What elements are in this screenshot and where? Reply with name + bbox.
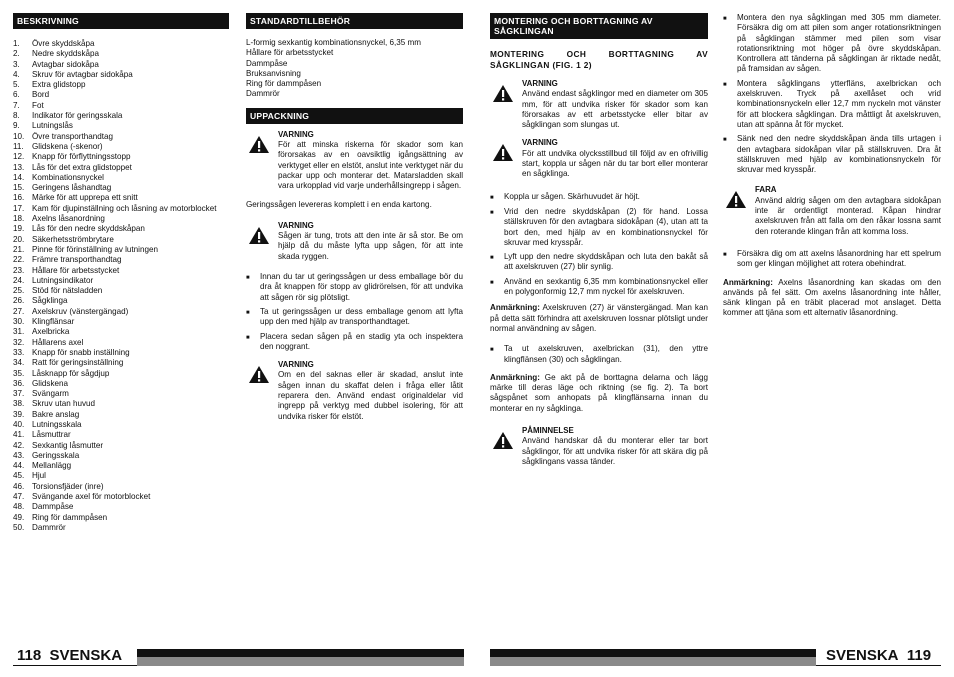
list-item [13, 451, 229, 461]
list-item [13, 60, 229, 70]
list-item [13, 502, 229, 512]
bullet-square-icon: ■ [723, 251, 727, 258]
part-number: 35. [13, 368, 25, 378]
part-number: 24. [13, 275, 25, 285]
list-item [13, 101, 229, 111]
part-name: Låsknapp för sågdjup [32, 368, 110, 378]
list-item [13, 214, 229, 224]
list-item [13, 410, 229, 420]
part-name: Pinne för förinställning av lutningen [32, 244, 158, 254]
part-number: 38. [13, 399, 25, 409]
part-name: Lås för det extra glidstoppet [32, 162, 132, 172]
bullet-square-icon: ■ [723, 16, 727, 22]
section-header-accessories: STANDARDTILLBEHÖR [246, 13, 463, 29]
part-number: 30. [13, 317, 25, 327]
part-number: 44. [13, 461, 25, 471]
part-number: 33. [13, 347, 25, 357]
list-item [13, 441, 229, 451]
part-name: Torsionsfjäder (inre) [32, 481, 104, 491]
part-name: Fot [32, 100, 44, 110]
list-item-text: Innan du tar ut geringssågen ur dess emballage bör du dra åt knappen för stopp av glidrörelsen, för att undvika att sågen rör sig plötsligt. [260, 272, 463, 302]
part-name: Hållarens axel [32, 337, 84, 347]
part-name: Glidskena (-skenor) [32, 141, 103, 151]
part-name: Extra glidstopp [32, 80, 86, 90]
part-number: 34. [13, 358, 25, 368]
part-name: Indikator för geringsskala [32, 111, 123, 121]
part-number: 13. [13, 162, 25, 172]
list-item [13, 235, 229, 245]
part-number: 18. [13, 214, 25, 224]
bullet-square-icon: ■ [246, 275, 250, 282]
part-name: Kam för djupinställning och låsning av motorblocket [32, 203, 217, 213]
part-number: 3. [13, 59, 20, 69]
accessory-item: Bruksanvisning [246, 68, 301, 78]
list-item-text: Sänk ned den nedre skyddskåpan ända tills urtagen i den avtagbara sidokåpan vilar på ställskruven. Dra åt ställskruven med hjälp av kombinationsnyckeln för skruvar med krysspår. [737, 134, 941, 175]
mounting-bullets [723, 13, 941, 175]
part-name: Avtagbar sidokåpa [32, 59, 99, 69]
list-item-text: Ta ut axelskruven, axelbrickan (31), den yttre klingflänsen (30) och sågklingan. [504, 344, 708, 364]
note [490, 303, 708, 334]
list-item [246, 332, 463, 353]
part-number: 41. [13, 430, 25, 440]
part-number: 25. [13, 286, 25, 296]
list-item [13, 358, 229, 368]
list-item-text: Använd en sexkantig 6,35 mm kombinationsnyckel eller en polygonformig 12,7 mm nyckel för axelskruven. [504, 276, 708, 297]
list-item [723, 79, 941, 130]
warning-triangle-icon [492, 84, 514, 103]
list-item [13, 132, 229, 142]
footer-rule [816, 665, 941, 666]
warning-text: Sågen är tung, trots att den inte är så stor. Be om hjälp då du måste lyfta upp sågen, för att inte skada ryggen. [278, 231, 463, 261]
part-number: 42. [13, 440, 25, 450]
part-number: 27. [13, 306, 25, 316]
part-name: Stöd för nätsladden [32, 286, 103, 296]
list-item [13, 523, 229, 533]
list-item [246, 272, 463, 303]
list-item [723, 249, 941, 270]
warning-title: VARNING [278, 360, 314, 370]
accessory-item: Dammrör [246, 89, 280, 99]
list-item [13, 193, 229, 203]
part-number: 20. [13, 234, 25, 244]
part-number: 48. [13, 502, 25, 512]
part-number: 21. [13, 244, 25, 254]
page-number: 118 [17, 647, 42, 664]
warning-triangle-icon [248, 226, 270, 245]
part-number: 19. [13, 224, 25, 234]
list-item [13, 482, 229, 492]
column-accessories [246, 13, 463, 430]
part-name: Knapp för snabb inställning [32, 347, 130, 357]
accessory-item: Ring för dammpåsen [246, 79, 322, 89]
note [490, 373, 708, 414]
warning-block [246, 130, 463, 192]
list-item-text: Försäkra dig om att axelns låsanordning har ett spelrum som ger klingan möjlighet att rotera obehindrat. [737, 248, 941, 269]
part-number: 12. [13, 152, 25, 162]
part-number: 36. [13, 378, 25, 388]
list-item-text: Koppla ur sågen. Skärhuvudet är höjt. [504, 191, 640, 201]
bullet-square-icon: ■ [246, 309, 250, 316]
list-item [490, 277, 708, 298]
warning-title: VARNING [278, 220, 314, 230]
note-text: Axelns låsanordning kan skadas om den används på fel sätt. Om axelns låsanordning inte håller, sänk klingan på en träbit placerad mot anslaget. Detta kommer att tjäna som ett alternativ låsanordning. [723, 277, 941, 318]
part-number: 6. [13, 90, 20, 100]
reminder-title: PÅMINNELSE [522, 426, 574, 436]
column-blade-mounting [490, 13, 708, 475]
warning-block [490, 79, 708, 130]
part-name: Lås för den nedre skyddskåpan [32, 224, 145, 234]
part-number: 49. [13, 512, 25, 522]
bullet-square-icon: ■ [723, 137, 727, 144]
list-item [13, 224, 229, 234]
note-label: Anmärkning: [490, 303, 540, 313]
list-item-text: Lyft upp den nedre skyddskåpan och luta den bakåt så att axelskruven (27) blir synlig. [504, 252, 708, 272]
warning-text: För att undvika olycksstillbud till följd av en ofrivillig start, koppla ur sågen när du tar bort eller monterar en sågklinga. [522, 148, 708, 179]
part-name: Lutningsskala [32, 419, 82, 429]
warning-triangle-icon [492, 143, 514, 162]
part-number: 9. [13, 121, 20, 131]
part-name: Bord [32, 90, 50, 100]
list-item [13, 111, 229, 121]
part-name: Låsmuttrar [32, 430, 71, 440]
note-text: Axelskruven (27) är vänstergängad. Man kan på detta sätt förhindra att axelskruven lossnar plötsligt under normal användning av sågen. [490, 303, 708, 333]
part-number: 46. [13, 481, 25, 491]
part-number: 16. [13, 193, 25, 203]
bullet-square-icon: ■ [490, 347, 494, 354]
list-item [13, 379, 229, 389]
list-item [490, 192, 708, 203]
unpacking-bullets [246, 272, 463, 352]
footer-bar-gray [490, 657, 816, 666]
bullet-square-icon: ■ [490, 255, 494, 262]
parts-list [13, 39, 229, 533]
part-number: 7. [13, 100, 20, 110]
bullet-square-icon: ■ [490, 209, 494, 216]
list-item [490, 207, 708, 248]
column-description [13, 13, 229, 533]
list-item [13, 420, 229, 430]
danger-block [723, 185, 941, 236]
list-item [723, 13, 941, 75]
part-number: 15. [13, 183, 25, 193]
note-text: Ge akt på de borttagna delarna och lägg märke till deras läge och riktning (se fig. 2). Ta bort sågspånet som anhopats på klingflänsarna innan du monterar en ny sågklinga. [490, 372, 708, 413]
warning-triangle-icon [248, 135, 270, 154]
part-name: Sexkantig låsmutter [32, 440, 104, 450]
danger-title: FARA [755, 185, 777, 195]
part-name: Lutningslås [32, 121, 73, 131]
section-header-unpacking: UPPACKNING [246, 108, 463, 124]
part-number: 4. [13, 69, 20, 79]
part-number: 14. [13, 172, 25, 182]
part-number: 2. [13, 49, 20, 59]
list-item [13, 49, 229, 59]
part-name: Svängarm [32, 389, 69, 399]
part-number: 37. [13, 389, 25, 399]
warning-text: För att minska riskerna för skador som kan förorsakas av en oavsiktlig igångsättning av verktyget eller en elstöt, anslut inte verktyget när du packar upp och monterar det. Matarsladden skall vara urkopplad vid varje underhållsingrepp i sågen. [278, 140, 463, 191]
part-name: Lutningsindikator [32, 275, 94, 285]
list-item [13, 348, 229, 358]
warning-text: Använd endast sågklingor med en diameter om 305 mm, för att undvika risker för skador som kan förorsakas av ett arbetsstycke eller bitar av sågklingan som slungas ut. [522, 89, 708, 130]
footer-page-label [826, 647, 931, 665]
footer-bar-black [490, 649, 816, 657]
list-item [13, 492, 229, 502]
part-name: Dammrör [32, 522, 66, 532]
part-name: Skruv utan huvud [32, 399, 95, 409]
part-name: Dammpåse [32, 502, 74, 512]
part-number: 11. [13, 141, 24, 151]
part-number: 40. [13, 419, 25, 429]
part-name: Säkerhetsströmbrytare [32, 234, 114, 244]
list-item [13, 245, 229, 255]
list-item [13, 276, 229, 286]
list-item [13, 39, 229, 49]
list-item [13, 327, 229, 337]
warning-triangle-icon [725, 190, 747, 209]
part-number: 1. [13, 39, 20, 48]
part-number: 17. [13, 203, 25, 213]
part-number: 23. [13, 265, 25, 275]
warning-triangle-icon [492, 431, 514, 450]
bullet-square-icon: ■ [490, 194, 494, 201]
part-name: Axelbricka [32, 327, 70, 337]
part-name: Ring för dammpåsen [32, 512, 108, 522]
part-name: Skruv för avtagbar sidokåpa [32, 69, 133, 79]
list-item-text: Placera sedan sågen på en stadig yta och inspektera den noggrant. [260, 331, 463, 351]
list-item-text: Montera sågklingans ytterfläns, axelbrickan och axelskruven. Tryck på axellåset och vrid kombinationsnyckeln eller 12,7 mm nyckeln mot vänster för att blockera sågklingan. Dra måttligt åt axelskruven, utan att spänna åt för mycket. [737, 78, 941, 129]
list-item [490, 252, 708, 273]
warning-block [246, 360, 463, 422]
accessory-item: Hållare för arbetsstycket [246, 48, 334, 58]
part-number: 45. [13, 471, 25, 481]
warning-title: VARNING [522, 79, 558, 88]
list-item [246, 307, 463, 328]
part-number: 47. [13, 492, 25, 502]
warning-block [246, 221, 463, 262]
list-item-text: Montera den nya sågklingan med 305 mm diameter. Försäkra dig om att pilen som anger rotationsriktningen på sågklingan stämmer med pilen som visar rotationsriktning mot höger på övre skyddskåpan. Kontrollera att tänderna på sågklingan är riktade nedåt, på framsidan av sågen. [737, 13, 941, 74]
part-name: Axelskruv (vänstergängad) [32, 306, 129, 316]
list-item [13, 152, 229, 162]
warning-text: Om en del saknas eller är skadad, anslut inte sågen innan du skaffat delen i fråga eller låtit reparera den. Använd endast originaldelar vid ingrepp på verktyg med dubbel isolering, för att undvika risker för elstöt. [278, 370, 463, 421]
section-header-description: BESKRIVNING [13, 13, 229, 29]
list-item [13, 121, 229, 131]
part-number: 50. [13, 522, 25, 532]
list-item [13, 296, 229, 306]
part-number: 5. [13, 80, 20, 90]
list-item [13, 173, 229, 183]
list-item [13, 399, 229, 409]
part-number: 31. [13, 327, 25, 337]
list-item [13, 461, 229, 471]
footer-rule [13, 665, 137, 666]
warning-block [490, 138, 708, 179]
danger-text: Använd aldrig sågen om den avtagbara sidokåpan inte är ordentligt monterad. Kåpan hindrar axelskruven från att falla om den råkar lossna samt den roterande klingan från att komma loss. [755, 195, 941, 236]
footer-language: SVENSKA [826, 647, 899, 664]
part-name: Bakre anslag [32, 409, 80, 419]
footer-bar-gray [137, 657, 464, 666]
warning-title: VARNING [278, 129, 314, 139]
list-item [13, 183, 229, 193]
part-number: 26. [13, 296, 25, 306]
part-name: Geringens låshandtag [32, 183, 112, 193]
note-label: Anmärkning: [723, 277, 773, 287]
part-name: Mellanlägg [32, 461, 72, 471]
list-item [13, 338, 229, 348]
part-name: Sågklinga [32, 296, 68, 306]
list-item [13, 90, 229, 100]
part-name: Övre transporthandtag [32, 131, 113, 141]
part-name: Hjul [32, 471, 46, 481]
part-name: Övre skyddskåpa [32, 39, 95, 48]
part-number: 10. [13, 131, 25, 141]
part-name: Hållare för arbetsstycket [32, 265, 120, 275]
warning-triangle-icon [248, 365, 270, 384]
list-item [13, 204, 229, 214]
bullet-square-icon: ■ [723, 81, 727, 88]
note-label: Anmärkning: [490, 372, 540, 382]
footer-right [490, 649, 941, 667]
list-item-text: Ta ut geringssågen ur dess emballage genom att lyfta upp den med hjälp av transporthandtaget. [260, 306, 463, 327]
part-number: 32. [13, 337, 25, 347]
part-name: Knapp för förflyttningsstopp [32, 152, 131, 162]
part-name: Främre transporthandtag [32, 255, 122, 265]
page-number: 119 [906, 647, 932, 664]
part-number: 8. [13, 111, 20, 121]
bullet-square-icon: ■ [246, 334, 250, 341]
part-name: Glidskena [32, 378, 68, 388]
section-header-blade-mounting: MONTERING OCH BORTTAGNING AV SÅGKLINGAN [490, 13, 708, 39]
bullet-square-icon: ■ [490, 279, 494, 286]
list-item-text: Vrid den nedre skyddskåpan (2) för hand. Lossa ställskruven för den avtagbara sidokåpan (4), utan att ta bort den, med hjälp av en kombinationsnyckel för skruvar med krysspår. [504, 206, 708, 247]
list-item [13, 317, 229, 327]
list-item [13, 142, 229, 152]
footer-left [13, 649, 464, 667]
part-name: Svängande axel för motorblocket [32, 492, 151, 502]
list-item [13, 266, 229, 276]
reminder-block [490, 426, 708, 467]
list-item [490, 344, 708, 365]
list-item [13, 369, 229, 379]
list-item [13, 70, 229, 80]
list-item [13, 513, 229, 523]
list-item [13, 80, 229, 90]
part-number: 43. [13, 450, 25, 460]
list-item [13, 163, 229, 173]
accessory-item: L-formig sexkantig kombinationsnyckel, 6,35 mm [246, 38, 421, 47]
reminder-text: Använd handskar då du monterar eller tar bort sågklingor, för att undvika risker för att skära dig på sågklingans vassa tänder. [522, 436, 708, 466]
mounting-bullets [490, 344, 708, 365]
list-item [13, 255, 229, 265]
part-name: Ratt för geringsinställning [32, 358, 124, 368]
footer-language: SVENSKA [49, 647, 123, 664]
part-number: 22. [13, 255, 25, 265]
list-item [13, 286, 229, 296]
part-name: Klingflänsar [32, 317, 75, 327]
footer-bar-black [137, 649, 464, 657]
list-item [13, 389, 229, 399]
warning-title: VARNING [522, 138, 558, 148]
mounting-bullets [723, 249, 941, 270]
accessories-list [246, 38, 463, 100]
part-number: 39. [13, 409, 25, 419]
part-name: Kombinationsnyckel [32, 172, 104, 182]
list-item [13, 307, 229, 317]
part-name: Geringsskala [32, 450, 80, 460]
list-item [13, 471, 229, 481]
note [723, 278, 941, 319]
part-name: Märke för att upprepa ett snitt [32, 193, 138, 203]
part-name: Nedre skyddskåpa [32, 49, 100, 59]
accessory-item: Dammpåse [246, 58, 288, 68]
delivery-text: Geringssågen levereras komplett i en enda kartong. [246, 199, 432, 209]
footer-bar-black [13, 649, 137, 666]
list-item [13, 430, 229, 440]
column-blade-mounting-cont [723, 13, 941, 319]
mounting-bullets [490, 192, 708, 298]
subheading: MONTERING OCH BORTTAGNING AV SÅGKLINGAN (FIG. 1 2) [490, 49, 708, 70]
list-item [723, 134, 941, 175]
part-name: Axelns låsanordning [32, 214, 105, 224]
